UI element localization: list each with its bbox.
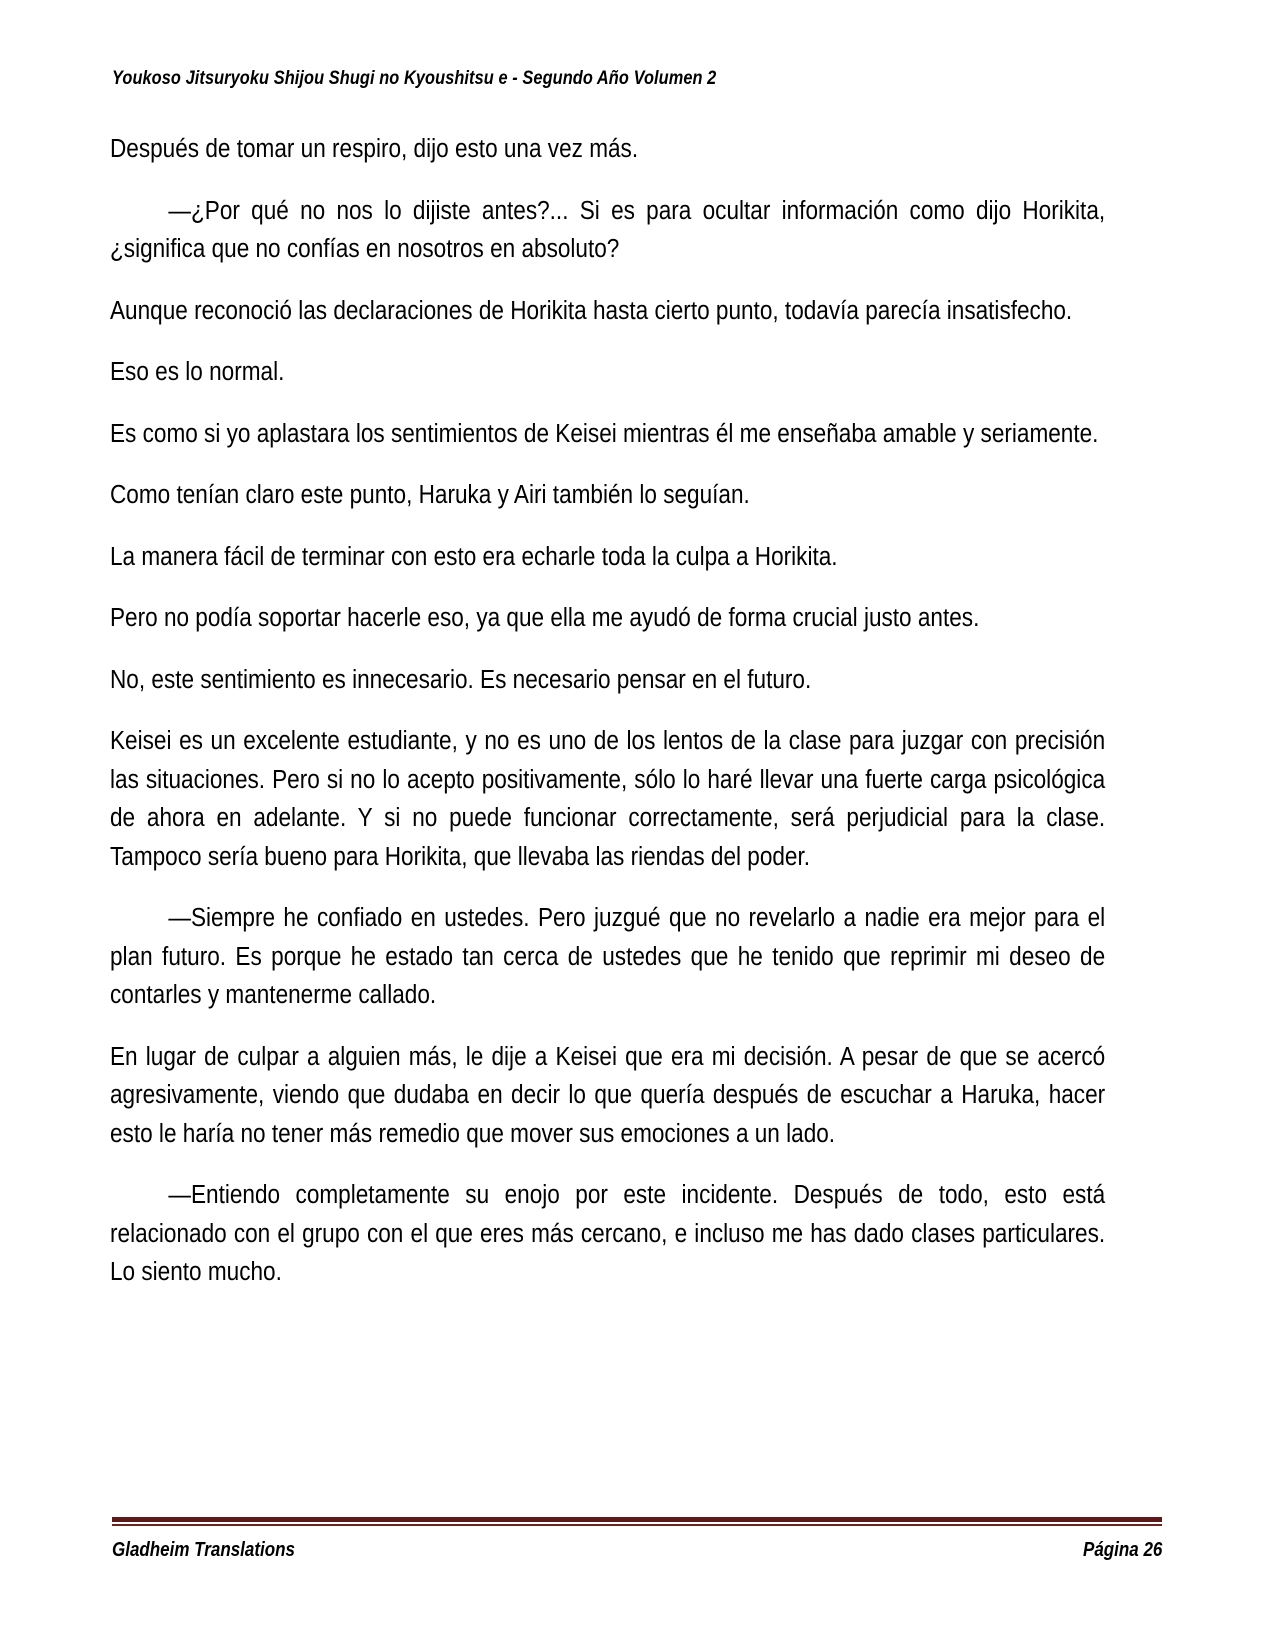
body-paragraph: Es como si yo aplastara los sentimientos de Keisei mientras él me enseñaba amable y seriamente.: [110, 419, 1099, 448]
footer-page-number: Página 26: [1082, 1539, 1162, 1561]
body-paragraph: Como tenían claro este punto, Haruka y Airi también lo seguían.: [110, 481, 750, 509]
body-paragraph: Eso es lo normal.: [110, 358, 285, 386]
page-footer: [112, 1517, 1162, 1562]
body-paragraph: La manera fácil de terminar con esto era echarle toda la culpa a Horikita.: [110, 542, 838, 571]
page-header: [112, 68, 1162, 90]
body-paragraph: Keisei es un excelente estudiante, y no es uno de los lentos de la clase para juzgar con precisión las situaciones. Pero si no lo acepto positivamente, sólo lo haré llevar una fuerte carga psicológica de ahora en adelante. Y si no puede funcionar correctamente, será perjudicial para la clase. Tampoco sería bueno para Horikita, que llevaba las riendas del poder.: [110, 727, 1106, 871]
body-paragraph-dialogue: —Entiendo completamente su enojo por este incidente. Después de todo, esto está relacionado con el grupo con el que eres más cercano, e incluso me has dado clases particulares. Lo siento mucho.: [110, 1181, 1106, 1286]
footer-row: [112, 1539, 1162, 1562]
body-paragraph: No, este sentimiento es innecesario. Es necesario pensar en el futuro.: [110, 665, 812, 694]
body-paragraph: Después de tomar un respiro, dijo esto una vez más.: [110, 135, 639, 163]
footer-rule-thin: [112, 1524, 1162, 1526]
body-paragraph-dialogue: —¿Por qué no nos lo dijiste antes?... Si es para ocultar información como dijo Horikita, ¿significa que no confías en nosotros en absoluto?: [110, 196, 1106, 263]
body-paragraph: En lugar de culpar a alguien más, le dije a Keisei que era mi decisión. A pesar de que se acercó agresivamente, viendo que dudaba en decir lo que quería después de escuchar a Haruka, hacer esto le haría no tener más remedio que mover sus emociones a un lado.: [110, 1042, 1106, 1148]
body-paragraph: Aunque reconoció las declaraciones de Horikita hasta cierto punto, todavía parecía insatisfecho.: [110, 296, 1073, 325]
header-title: Youkoso Jitsuryoku Shijou Shugi no Kyoushitsu e - Segundo Año Volumen 2: [112, 68, 717, 89]
footer-translator-credit: Gladheim Translations: [112, 1539, 295, 1561]
body-paragraph-dialogue: —Siempre he confiado en ustedes. Pero juzgué que no revelarlo a nadie era mejor para el plan futuro. Es porque he estado tan cerca de ustedes que he tenido que reprimir mi deseo de contarles y mantenerme callado.: [110, 904, 1106, 1009]
body-paragraph: Pero no podía soportar hacerle eso, ya que ella me ayudó de forma crucial justo antes.: [110, 604, 980, 632]
page-body: [110, 130, 1106, 1292]
